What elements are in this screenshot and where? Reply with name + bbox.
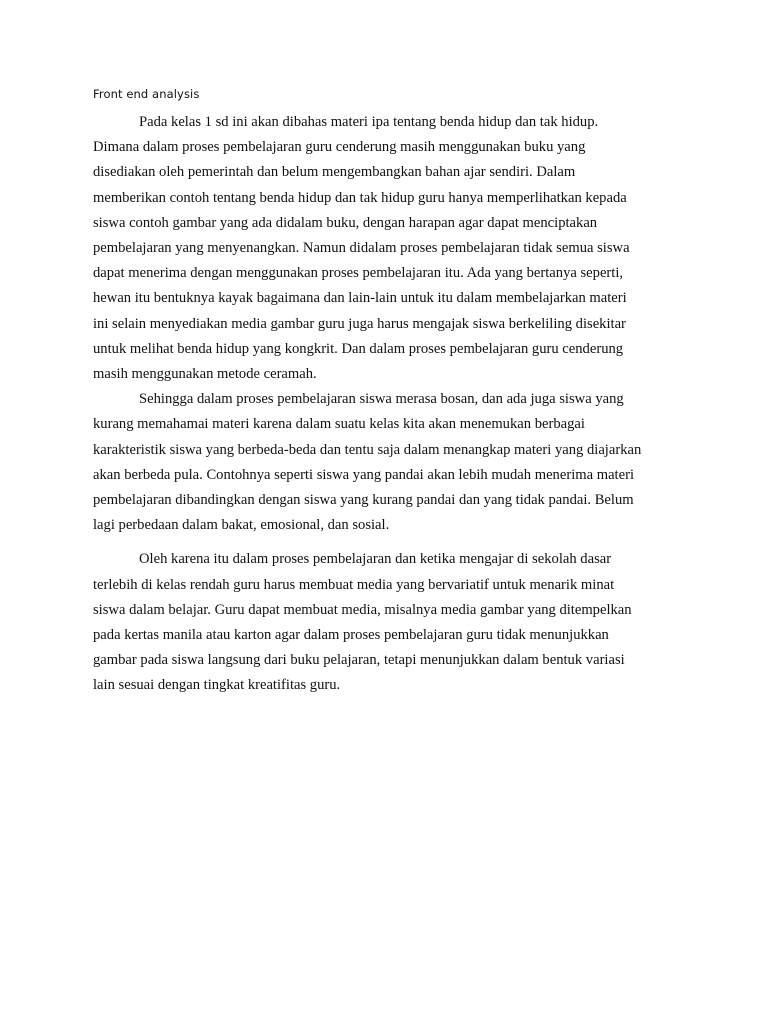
text-line: lagi perbedaan dalam bakat, emosional, dan sosial. <box>93 517 390 534</box>
text-line: akan berbeda pula. Contohnya seperti siswa yang pandai akan lebih mudah menerima materi <box>93 466 635 483</box>
text-line: pembelajaran dibandingkan dengan siswa yang kurang pandai dan yang tidak pandai. Belum <box>93 492 634 509</box>
paragraph-3 <box>93 547 683 698</box>
text-line: memberikan contoh tentang benda hidup dan tak hidup guru hanya memperlihatkan kepada <box>93 189 627 206</box>
text-line: untuk melihat benda hidup yang kongkrit. Dan dalam proses pembelajaran guru cenderung <box>93 340 624 357</box>
text-line: lain sesuai dengan tingkat kreatifitas guru. <box>93 677 341 694</box>
text-line: Sehingga dalam proses pembelajaran siswa merasa bosan, dan ada juga siswa yang <box>139 391 624 408</box>
text-line: pada kertas manila atau karton agar dalam proses pembelajaran guru tidak menunjukkan <box>93 627 609 644</box>
text-line: pembelajaran yang menyenangkan. Namun didalam proses pembelajaran tidak semua siswa <box>93 240 630 257</box>
text-line: dapat menerima dengan menggunakan proses pembelajaran itu. Ada yang bertanya seperti, <box>93 265 624 282</box>
text-line: disediakan oleh pemerintah dan belum mengembangkan bahan ajar sendiri. Dalam <box>93 164 576 181</box>
text-line: terlebih di kelas rendah guru harus membuat media yang bervariatif untuk menarik minat <box>93 576 615 593</box>
paragraph-1 <box>93 110 683 387</box>
paragraph-spacing <box>93 538 683 547</box>
text-line: ini selain menyediakan media gambar guru juga harus mengajak siswa berkeliling disekitar <box>93 315 626 332</box>
text-line: hewan itu bentuknya kayak bagaimana dan lain-lain untuk itu dalam membelajarkan materi <box>93 290 627 307</box>
text-line: Pada kelas 1 sd ini akan dibahas materi ipa tentang benda hidup dan tak hidup. <box>139 114 599 130</box>
text-line: siswa dalam belajar. Guru dapat membuat media, misalnya media gambar yang ditempelkan <box>93 601 632 618</box>
text-line: Oleh karena itu dalam proses pembelajaran dan ketika mengajar di sekolah dasar <box>139 551 612 568</box>
paragraph-2 <box>93 387 683 538</box>
text-line: karakteristik siswa yang berbeda-beda dan tentu saja dalam menangkap materi yang diajarkan <box>93 441 642 458</box>
text-line: kurang memahamai materi karena dalam suatu kelas kita akan menemukan berbagai <box>93 416 585 433</box>
text-line: siswa contoh gambar yang ada didalam buku, dengan harapan agar dapat menciptakan <box>93 214 598 231</box>
text-line: Dimana dalam proses pembelajaran guru cenderung masih menggunakan buku yang <box>93 139 586 156</box>
text-line: gambar pada siswa langsung dari buku pelajaran, tetapi menunjukkan dalam bentuk variasi <box>93 652 625 669</box>
document-body <box>93 110 683 699</box>
text-line: masih menggunakan metode ceramah. <box>93 366 317 383</box>
document-heading: Front end analysis <box>93 87 200 101</box>
